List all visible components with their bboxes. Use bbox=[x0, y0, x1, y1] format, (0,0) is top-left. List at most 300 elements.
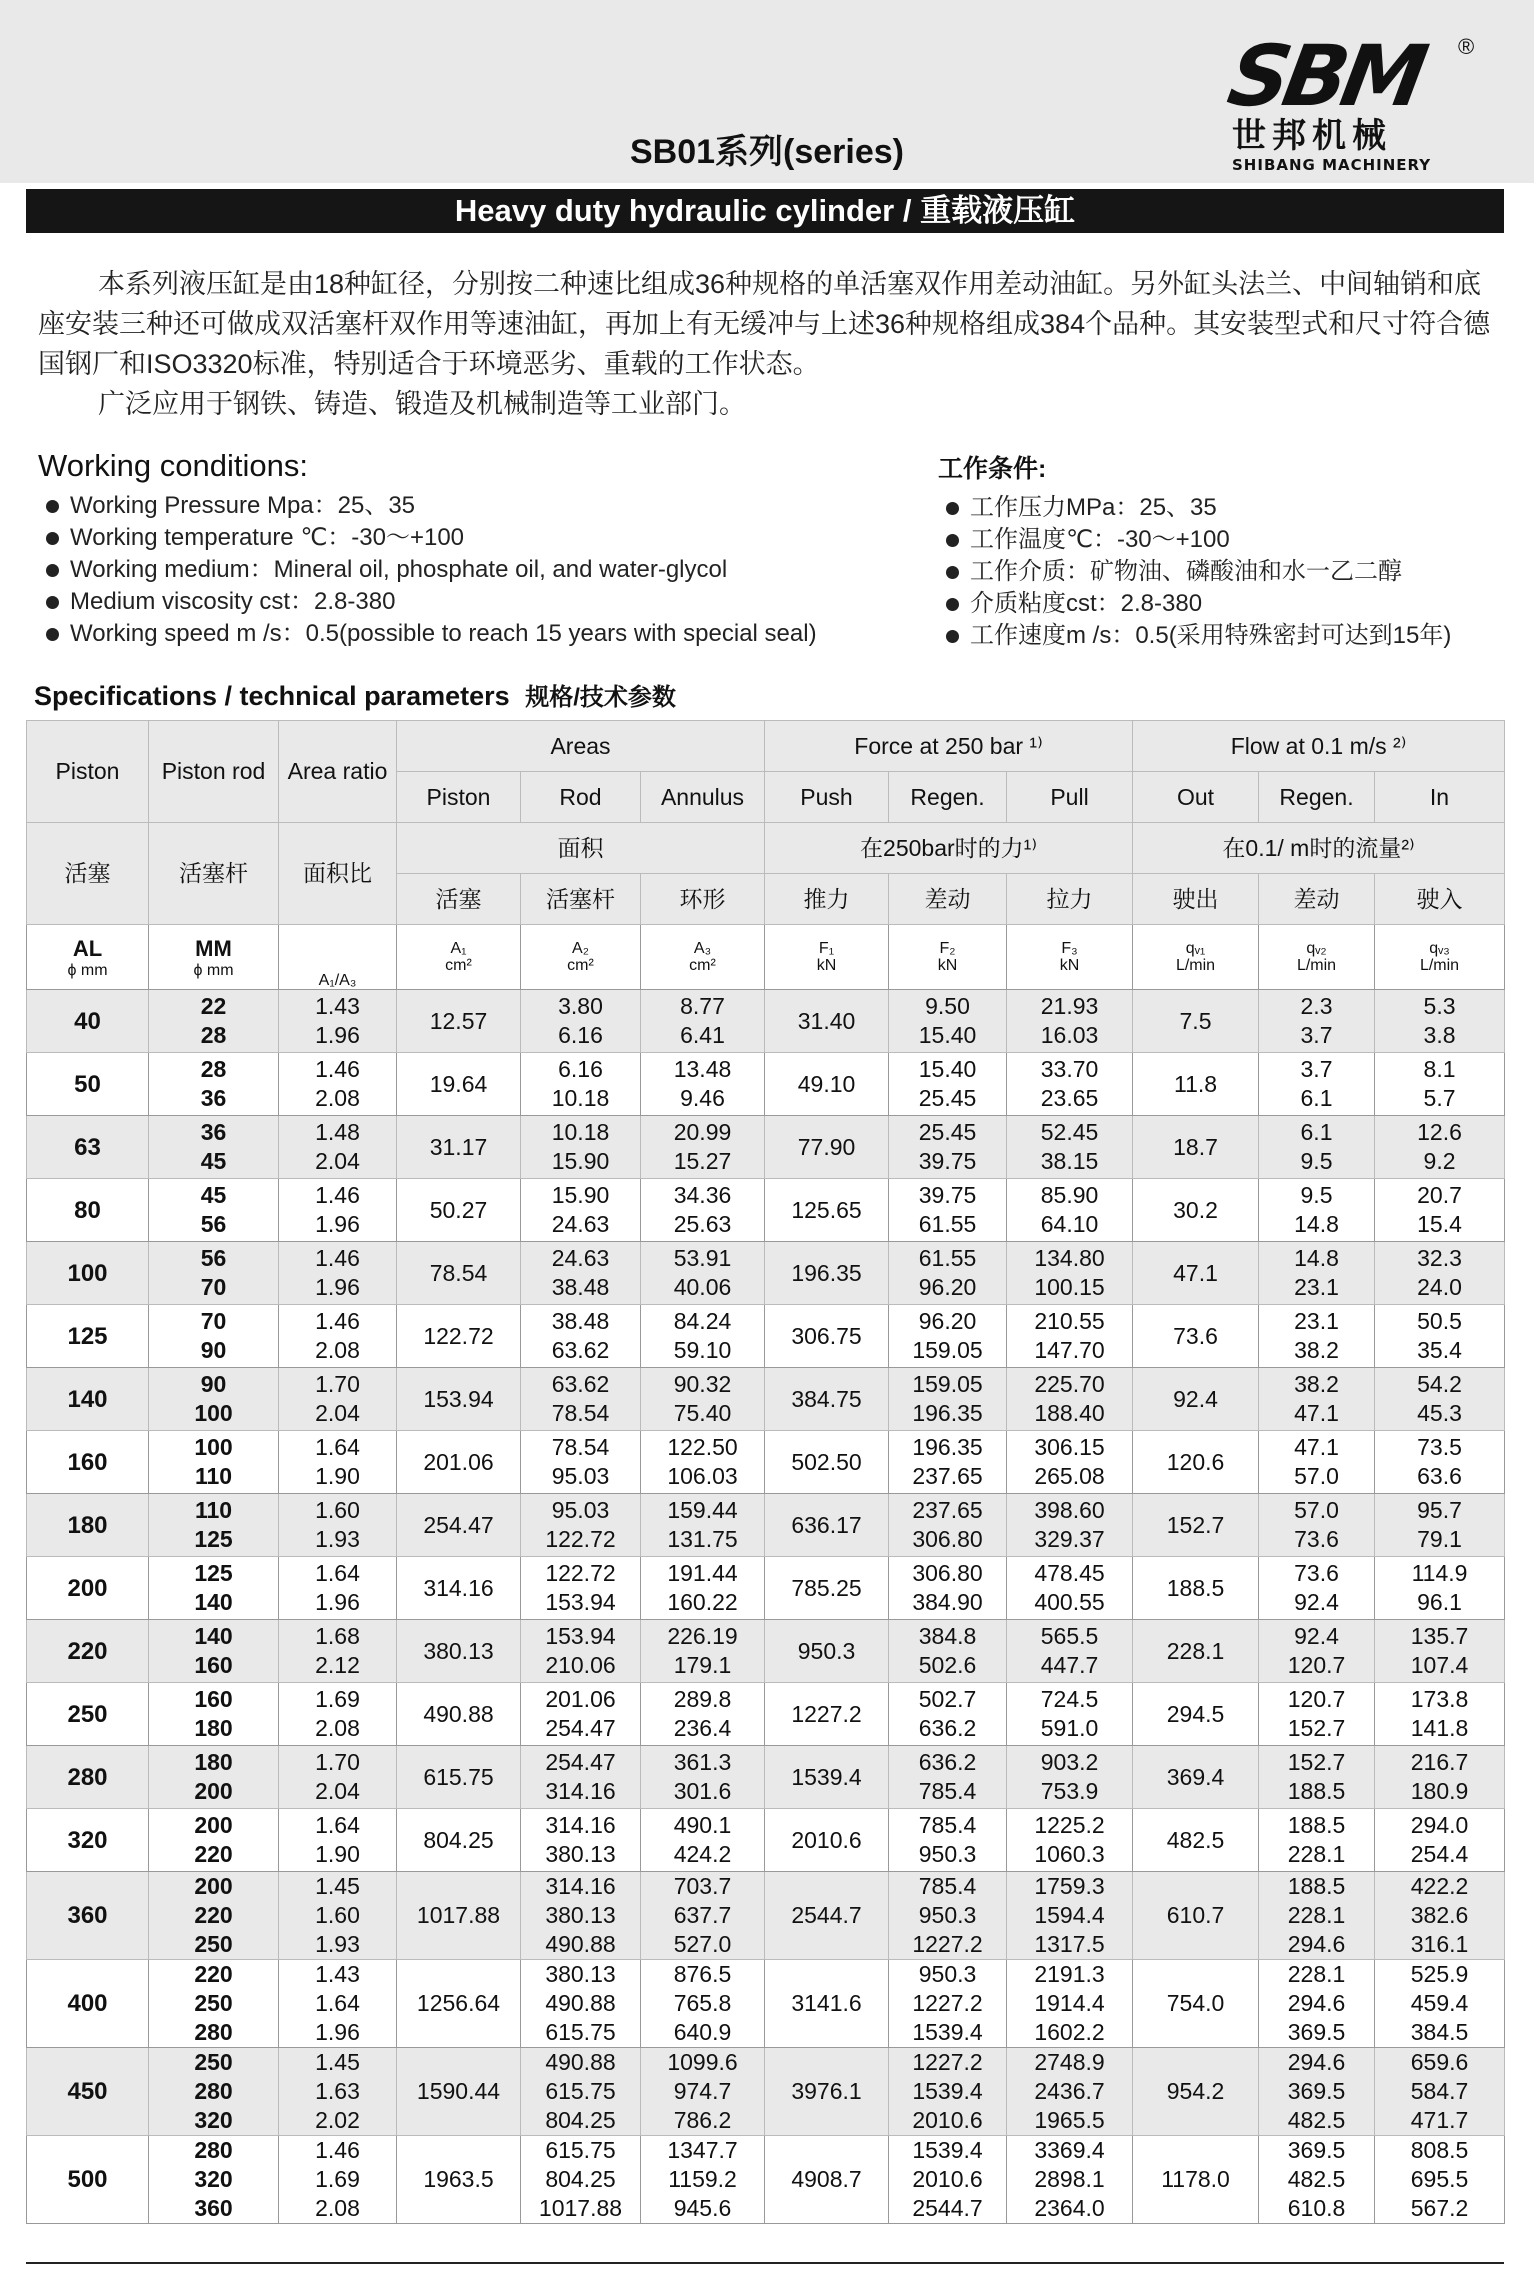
regen-force-value: 502.7 bbox=[918, 1686, 977, 1712]
annulus-area bbox=[641, 1683, 765, 1746]
area-ratio-value: 1.64 bbox=[315, 1560, 360, 1586]
regen-force bbox=[889, 1494, 1007, 1557]
flow-in-value: 659.6 bbox=[1410, 2049, 1469, 2075]
flow-regen-value: 57.0 bbox=[1294, 1463, 1339, 1489]
flow-in-value: 316.1 bbox=[1410, 1931, 1469, 1957]
piston-diameter: 180 bbox=[27, 1494, 149, 1557]
flow-regen bbox=[1259, 1116, 1375, 1179]
area-ratio bbox=[279, 1809, 397, 1872]
subheader-cn: 差动 bbox=[1259, 874, 1375, 925]
regen-force-value: 61.55 bbox=[918, 1211, 977, 1237]
pull-force-value: 147.70 bbox=[1034, 1337, 1105, 1363]
flow-in-value: 5.7 bbox=[1423, 1085, 1456, 1111]
rod-area-value: 38.48 bbox=[551, 1274, 610, 1300]
regen-force-value: 159.05 bbox=[912, 1371, 983, 1397]
rod-diameter-value: 320 bbox=[194, 2166, 233, 2192]
annulus-area-value: 637.7 bbox=[673, 1902, 732, 1928]
flow-in-value: 584.7 bbox=[1410, 2078, 1469, 2104]
col-header-flow-cn: 在0.1/ m时的流量²⁾ bbox=[1133, 823, 1505, 874]
flow-regen bbox=[1259, 2136, 1375, 2224]
flow-regen-value: 2.3 bbox=[1300, 993, 1333, 1019]
regen-force bbox=[889, 1872, 1007, 1960]
regen-force bbox=[889, 1557, 1007, 1620]
rod-area-value: 15.90 bbox=[551, 1182, 610, 1208]
flow-regen bbox=[1259, 1809, 1375, 1872]
flow-regen-value: 294.6 bbox=[1287, 1990, 1346, 2016]
regen-force-value: 237.65 bbox=[912, 1463, 983, 1489]
flow-in-value: 9.2 bbox=[1423, 1148, 1456, 1174]
pull-force-value: 478.45 bbox=[1034, 1560, 1105, 1586]
table-row bbox=[27, 1116, 1505, 1179]
rod-diameter bbox=[149, 1494, 279, 1557]
flow-in-value: 254.4 bbox=[1410, 1841, 1469, 1867]
rod-diameter-value: 36 bbox=[200, 1119, 227, 1145]
subheader: In bbox=[1375, 772, 1505, 823]
rod-area bbox=[521, 990, 641, 1053]
area-ratio-value: 1.46 bbox=[315, 1308, 360, 1334]
flow-regen-value: 6.1 bbox=[1300, 1119, 1333, 1145]
area-ratio-value: 1.93 bbox=[315, 1526, 360, 1552]
flow-in-value: 35.4 bbox=[1417, 1337, 1462, 1363]
flow-out: 610.7 bbox=[1133, 1872, 1259, 1960]
rod-diameter bbox=[149, 2048, 279, 2136]
piston-diameter: 140 bbox=[27, 1368, 149, 1431]
annulus-area-value: 765.8 bbox=[673, 1990, 732, 2016]
table-row bbox=[27, 1620, 1505, 1683]
table-row bbox=[27, 1305, 1505, 1368]
symbol: qᵥ₁ bbox=[1185, 940, 1206, 957]
regen-force-value: 237.65 bbox=[912, 1497, 983, 1523]
pull-force-value: 1759.3 bbox=[1034, 1873, 1105, 1899]
symbol-cell bbox=[641, 925, 765, 990]
pull-force-value: 1225.2 bbox=[1034, 1812, 1105, 1838]
rod-area-value: 201.06 bbox=[545, 1686, 616, 1712]
piston-area: 31.17 bbox=[397, 1116, 521, 1179]
rod-diameter-value: 250 bbox=[194, 1990, 233, 2016]
pull-force bbox=[1007, 1305, 1133, 1368]
col-header-piston: Piston bbox=[27, 721, 149, 823]
flow-out: 92.4 bbox=[1133, 1368, 1259, 1431]
flow-out: 1178.0 bbox=[1133, 2136, 1259, 2224]
push-force: 950.3 bbox=[765, 1620, 889, 1683]
table-row bbox=[27, 2048, 1505, 2136]
rod-diameter bbox=[149, 1872, 279, 1960]
annulus-area-value: 424.2 bbox=[673, 1841, 732, 1867]
pull-force-value: 210.55 bbox=[1034, 1308, 1105, 1334]
regen-force-value: 1539.4 bbox=[912, 2019, 983, 2045]
area-ratio-value: 1.46 bbox=[315, 1245, 360, 1271]
piston-area: 122.72 bbox=[397, 1305, 521, 1368]
piston-diameter: 220 bbox=[27, 1620, 149, 1683]
condition-item: 工作压力MPa：25、35 bbox=[938, 492, 1508, 524]
push-force: 1227.2 bbox=[765, 1683, 889, 1746]
symbol-unit: kN bbox=[1059, 957, 1080, 974]
area-ratio-value: 1.69 bbox=[315, 1686, 360, 1712]
annulus-area-value: 876.5 bbox=[673, 1961, 732, 1987]
flow-out: 294.5 bbox=[1133, 1683, 1259, 1746]
subheader: Rod bbox=[521, 772, 641, 823]
pull-force-value: 2898.1 bbox=[1034, 2166, 1105, 2192]
pull-force-value: 188.40 bbox=[1034, 1400, 1105, 1426]
rod-area bbox=[521, 1494, 641, 1557]
condition-item: 工作速度m /s：0.5(采用特殊密封可达到15年) bbox=[938, 620, 1508, 652]
table-row bbox=[27, 1431, 1505, 1494]
col-header-area-ratio-cn: 面积比 bbox=[279, 823, 397, 925]
flow-in bbox=[1375, 2136, 1505, 2224]
push-force: 125.65 bbox=[765, 1179, 889, 1242]
rod-diameter bbox=[149, 1746, 279, 1809]
piston-diameter: 80 bbox=[27, 1179, 149, 1242]
annulus-area-value: 106.03 bbox=[667, 1463, 738, 1489]
regen-force bbox=[889, 1809, 1007, 1872]
regen-force bbox=[889, 1179, 1007, 1242]
rod-diameter-value: 140 bbox=[194, 1623, 233, 1649]
regen-force bbox=[889, 1305, 1007, 1368]
col-header-area-ratio: Area ratio bbox=[279, 721, 397, 823]
rod-area bbox=[521, 2048, 641, 2136]
area-ratio-value: 1.45 bbox=[315, 2049, 360, 2075]
push-force: 3141.6 bbox=[765, 1960, 889, 2048]
annulus-area bbox=[641, 1179, 765, 1242]
annulus-area-value: 490.1 bbox=[673, 1812, 732, 1838]
rod-diameter-value: 180 bbox=[194, 1749, 233, 1775]
col-header-areas-cn: 面积 bbox=[397, 823, 765, 874]
symbol-cell bbox=[521, 925, 641, 990]
piston-diameter: 500 bbox=[27, 2136, 149, 2224]
area-ratio-value: 1.96 bbox=[315, 2019, 360, 2045]
logo-mark: SBM bbox=[1221, 27, 1429, 125]
rod-diameter-value: 250 bbox=[194, 1931, 233, 1957]
flow-regen-value: 482.5 bbox=[1287, 2107, 1346, 2133]
flow-in-value: 382.6 bbox=[1410, 1902, 1469, 1928]
symbol-unit: L/min bbox=[1296, 957, 1337, 974]
flow-regen-value: 294.6 bbox=[1287, 1931, 1346, 1957]
condition-item: Working Pressure Mpa：25、35 bbox=[38, 490, 918, 522]
regen-force bbox=[889, 990, 1007, 1053]
table-row bbox=[27, 1494, 1505, 1557]
symbol-cell bbox=[1375, 925, 1505, 990]
annulus-area-value: 786.2 bbox=[673, 2107, 732, 2133]
rod-area-value: 615.75 bbox=[545, 2078, 616, 2104]
annulus-area bbox=[641, 2136, 765, 2224]
flow-regen bbox=[1259, 1746, 1375, 1809]
rod-diameter-value: 200 bbox=[194, 1812, 233, 1838]
flow-regen-value: 3.7 bbox=[1300, 1056, 1333, 1082]
annulus-area bbox=[641, 1368, 765, 1431]
regen-force bbox=[889, 1116, 1007, 1179]
piston-diameter: 280 bbox=[27, 1746, 149, 1809]
push-force: 4908.7 bbox=[765, 2136, 889, 2224]
condition-item: 工作温度℃：-30～+100 bbox=[938, 524, 1508, 556]
push-force: 3976.1 bbox=[765, 2048, 889, 2136]
flow-regen bbox=[1259, 1179, 1375, 1242]
rod-diameter-value: 70 bbox=[200, 1274, 227, 1300]
flow-in-value: 5.3 bbox=[1423, 993, 1456, 1019]
flow-in-value: 294.0 bbox=[1410, 1812, 1469, 1838]
flow-regen-value: 228.1 bbox=[1287, 1902, 1346, 1928]
pull-force-value: 265.08 bbox=[1034, 1463, 1105, 1489]
regen-force-value: 306.80 bbox=[912, 1526, 983, 1552]
rod-area bbox=[521, 1431, 641, 1494]
rod-area bbox=[521, 1620, 641, 1683]
regen-force bbox=[889, 1242, 1007, 1305]
regen-force bbox=[889, 1683, 1007, 1746]
piston-area: 1017.88 bbox=[397, 1872, 521, 1960]
flow-regen-value: 47.1 bbox=[1294, 1400, 1339, 1426]
flow-in-value: 422.2 bbox=[1410, 1873, 1469, 1899]
rod-diameter bbox=[149, 1809, 279, 1872]
area-ratio-value: 1.46 bbox=[315, 1056, 360, 1082]
flow-regen-value: 92.4 bbox=[1294, 1589, 1339, 1615]
piston-area: 50.27 bbox=[397, 1179, 521, 1242]
flow-regen-value: 73.6 bbox=[1294, 1560, 1339, 1586]
flow-regen-value: 9.5 bbox=[1300, 1182, 1333, 1208]
pull-force bbox=[1007, 2136, 1133, 2224]
regen-force-value: 196.35 bbox=[912, 1434, 983, 1460]
area-ratio bbox=[279, 1872, 397, 1960]
flow-regen bbox=[1259, 1053, 1375, 1116]
rod-area-value: 6.16 bbox=[558, 1022, 603, 1048]
bottom-rule bbox=[26, 2262, 1504, 2264]
table-row bbox=[27, 1242, 1505, 1305]
area-ratio bbox=[279, 1960, 397, 2048]
push-force: 196.35 bbox=[765, 1242, 889, 1305]
flow-out: 11.8 bbox=[1133, 1053, 1259, 1116]
regen-force-value: 785.4 bbox=[918, 1812, 977, 1838]
flow-regen bbox=[1259, 990, 1375, 1053]
pull-force bbox=[1007, 1116, 1133, 1179]
annulus-area bbox=[641, 1809, 765, 1872]
flow-regen-value: 152.7 bbox=[1287, 1715, 1346, 1741]
regen-force bbox=[889, 1960, 1007, 2048]
rod-diameter-value: 110 bbox=[194, 1497, 233, 1523]
area-ratio bbox=[279, 1053, 397, 1116]
symbol-al bbox=[27, 925, 149, 990]
area-ratio bbox=[279, 2136, 397, 2224]
piston-area: 1963.5 bbox=[397, 2136, 521, 2224]
rod-area bbox=[521, 1179, 641, 1242]
rod-diameter-value: 28 bbox=[200, 1056, 227, 1082]
flow-out: 954.2 bbox=[1133, 2048, 1259, 2136]
pull-force-value: 85.90 bbox=[1040, 1182, 1099, 1208]
rod-diameter-value: 45 bbox=[200, 1148, 227, 1174]
rod-diameter-value: 90 bbox=[200, 1337, 227, 1363]
rod-area-value: 153.94 bbox=[545, 1623, 616, 1649]
subheader-cn: 驶出 bbox=[1133, 874, 1259, 925]
flow-regen-value: 369.5 bbox=[1287, 2019, 1346, 2045]
annulus-area-value: 59.10 bbox=[673, 1337, 732, 1363]
pull-force-value: 3369.4 bbox=[1034, 2137, 1105, 2163]
table-row bbox=[27, 1179, 1505, 1242]
flow-in-value: 8.1 bbox=[1423, 1056, 1456, 1082]
condition-item: Working speed m /s：0.5(possible to reach 15 years with special seal) bbox=[38, 618, 918, 650]
rod-area-value: 254.47 bbox=[545, 1715, 616, 1741]
condition-item: 工作介质：矿物油、磷酸油和水一乙二醇 bbox=[938, 556, 1508, 588]
area-ratio-value: 1.96 bbox=[315, 1211, 360, 1237]
piston-diameter: 160 bbox=[27, 1431, 149, 1494]
rod-area-value: 38.48 bbox=[551, 1308, 610, 1334]
area-ratio-value: 1.96 bbox=[315, 1274, 360, 1300]
rod-area-value: 153.94 bbox=[545, 1589, 616, 1615]
regen-force-value: 159.05 bbox=[912, 1337, 983, 1363]
area-ratio-value: 1.46 bbox=[315, 1182, 360, 1208]
condition-item: Medium viscosity cst：2.8-380 bbox=[38, 586, 918, 618]
rod-diameter bbox=[149, 1960, 279, 2048]
pull-force bbox=[1007, 1557, 1133, 1620]
area-ratio-value: 2.08 bbox=[315, 1337, 360, 1363]
annulus-area bbox=[641, 1620, 765, 1683]
annulus-area-value: 527.0 bbox=[673, 1931, 732, 1957]
table-row bbox=[27, 990, 1505, 1053]
regen-force-value: 25.45 bbox=[918, 1085, 977, 1111]
regen-force-value: 1227.2 bbox=[912, 2049, 983, 2075]
annulus-area-value: 640.9 bbox=[673, 2019, 732, 2045]
flow-regen-value: 152.7 bbox=[1287, 1749, 1346, 1775]
flow-out: 30.2 bbox=[1133, 1179, 1259, 1242]
piston-diameter: 100 bbox=[27, 1242, 149, 1305]
rod-diameter-value: 125 bbox=[194, 1560, 233, 1586]
flow-in-value: 79.1 bbox=[1417, 1526, 1462, 1552]
area-ratio-value: 1.90 bbox=[315, 1841, 360, 1867]
col-header-areas: Areas bbox=[397, 721, 765, 772]
rod-diameter-value: 280 bbox=[194, 2078, 233, 2104]
rod-area-value: 314.16 bbox=[545, 1778, 616, 1804]
rod-diameter-value: 110 bbox=[194, 1463, 233, 1489]
spec-table bbox=[26, 720, 1505, 2224]
annulus-area bbox=[641, 2048, 765, 2136]
piston-area: 153.94 bbox=[397, 1368, 521, 1431]
flow-out: 120.6 bbox=[1133, 1431, 1259, 1494]
subheader: Push bbox=[765, 772, 889, 823]
piston-diameter: 200 bbox=[27, 1557, 149, 1620]
flow-out: 369.4 bbox=[1133, 1746, 1259, 1809]
flow-in-value: 135.7 bbox=[1410, 1623, 1469, 1649]
push-force: 636.17 bbox=[765, 1494, 889, 1557]
rod-diameter bbox=[149, 1179, 279, 1242]
pull-force-value: 38.15 bbox=[1040, 1148, 1099, 1174]
flow-regen-value: 3.7 bbox=[1300, 1022, 1333, 1048]
rod-area-value: 804.25 bbox=[545, 2166, 616, 2192]
push-force: 1539.4 bbox=[765, 1746, 889, 1809]
flow-in-value: 525.9 bbox=[1410, 1961, 1469, 1987]
symbol: F₃ bbox=[1061, 940, 1078, 957]
rod-area-value: 490.88 bbox=[545, 1990, 616, 2016]
flow-in bbox=[1375, 990, 1505, 1053]
subheader-cn: 差动 bbox=[889, 874, 1007, 925]
product-banner: Heavy duty hydraulic cylinder / 重载液压缸 bbox=[26, 189, 1504, 233]
annulus-area-value: 131.75 bbox=[667, 1526, 738, 1552]
flow-out: 754.0 bbox=[1133, 1960, 1259, 2048]
annulus-area-value: 40.06 bbox=[673, 1274, 732, 1300]
flow-in-value: 54.2 bbox=[1417, 1371, 1462, 1397]
area-ratio-value: 1.45 bbox=[315, 1873, 360, 1899]
piston-diameter: 125 bbox=[27, 1305, 149, 1368]
flow-regen-value: 9.5 bbox=[1300, 1148, 1333, 1174]
pull-force-value: 306.15 bbox=[1034, 1434, 1105, 1460]
rod-area bbox=[521, 1872, 641, 1960]
rod-diameter-value: 220 bbox=[194, 1902, 233, 1928]
rod-area bbox=[521, 1557, 641, 1620]
piston-diameter: 63 bbox=[27, 1116, 149, 1179]
area-ratio-value: 1.69 bbox=[315, 2166, 360, 2192]
spec-title-cn: 规格/技术参数 bbox=[525, 684, 676, 711]
rod-area-value: 615.75 bbox=[545, 2019, 616, 2045]
symbol-unit: L/min bbox=[1419, 957, 1460, 974]
pull-force-value: 1914.4 bbox=[1034, 1990, 1105, 2016]
area-ratio bbox=[279, 1179, 397, 1242]
rod-area-value: 6.16 bbox=[558, 1056, 603, 1082]
symbol-cell bbox=[765, 925, 889, 990]
rod-area-value: 210.06 bbox=[545, 1652, 616, 1678]
working-conditions-en bbox=[38, 448, 918, 650]
condition-item: Working temperature ℃：-30～+100 bbox=[38, 522, 918, 554]
annulus-area-value: 13.48 bbox=[673, 1056, 732, 1082]
table-row bbox=[27, 1683, 1505, 1746]
symbol-cell bbox=[1133, 925, 1259, 990]
rod-diameter-value: 250 bbox=[194, 2049, 233, 2075]
rod-diameter bbox=[149, 1242, 279, 1305]
annulus-area bbox=[641, 1431, 765, 1494]
pull-force bbox=[1007, 1809, 1133, 1872]
area-ratio-value: 2.08 bbox=[315, 1085, 360, 1111]
annulus-area-value: 191.44 bbox=[667, 1560, 738, 1586]
table-row bbox=[27, 2136, 1505, 2224]
rod-diameter bbox=[149, 1368, 279, 1431]
col-header-flow: Flow at 0.1 m/s ²⁾ bbox=[1133, 721, 1505, 772]
rod-diameter bbox=[149, 1683, 279, 1746]
subheader: Out bbox=[1133, 772, 1259, 823]
pull-force-value: 225.70 bbox=[1034, 1371, 1105, 1397]
table-row bbox=[27, 1872, 1505, 1960]
piston-diameter: 450 bbox=[27, 2048, 149, 2136]
table-row bbox=[27, 1557, 1505, 1620]
pull-force bbox=[1007, 1960, 1133, 2048]
subheader-cn: 驶入 bbox=[1375, 874, 1505, 925]
pull-force bbox=[1007, 1872, 1133, 1960]
pull-force-value: 2191.3 bbox=[1034, 1961, 1105, 1987]
area-ratio-value: 1.96 bbox=[315, 1589, 360, 1615]
annulus-area bbox=[641, 1494, 765, 1557]
rod-area-value: 490.88 bbox=[545, 2049, 616, 2075]
rod-area-value: 254.47 bbox=[545, 1749, 616, 1775]
flow-out: 152.7 bbox=[1133, 1494, 1259, 1557]
area-ratio-value: 1.96 bbox=[315, 1022, 360, 1048]
regen-force-value: 15.40 bbox=[918, 1056, 977, 1082]
symbol: F₂ bbox=[939, 940, 956, 957]
flow-in-value: 45.3 bbox=[1417, 1400, 1462, 1426]
piston-diameter: 320 bbox=[27, 1809, 149, 1872]
annulus-area-value: 20.99 bbox=[673, 1119, 732, 1145]
subheader-cn: 拉力 bbox=[1007, 874, 1133, 925]
flow-in bbox=[1375, 1431, 1505, 1494]
annulus-area bbox=[641, 1557, 765, 1620]
regen-force-value: 1539.4 bbox=[912, 2137, 983, 2163]
annulus-area bbox=[641, 1746, 765, 1809]
annulus-area-value: 1347.7 bbox=[667, 2137, 738, 2163]
flow-in-value: 107.4 bbox=[1410, 1652, 1469, 1678]
flow-in bbox=[1375, 1809, 1505, 1872]
flow-in-value: 567.2 bbox=[1410, 2195, 1469, 2221]
annulus-area bbox=[641, 1242, 765, 1305]
flow-in-value: 180.9 bbox=[1410, 1778, 1469, 1804]
regen-force-value: 96.20 bbox=[918, 1308, 977, 1334]
regen-force bbox=[889, 1620, 1007, 1683]
flow-out: 482.5 bbox=[1133, 1809, 1259, 1872]
flow-in-value: 20.7 bbox=[1417, 1182, 1462, 1208]
area-ratio-value: 1.48 bbox=[315, 1119, 360, 1145]
regen-force-value: 636.2 bbox=[918, 1715, 977, 1741]
flow-regen bbox=[1259, 1431, 1375, 1494]
